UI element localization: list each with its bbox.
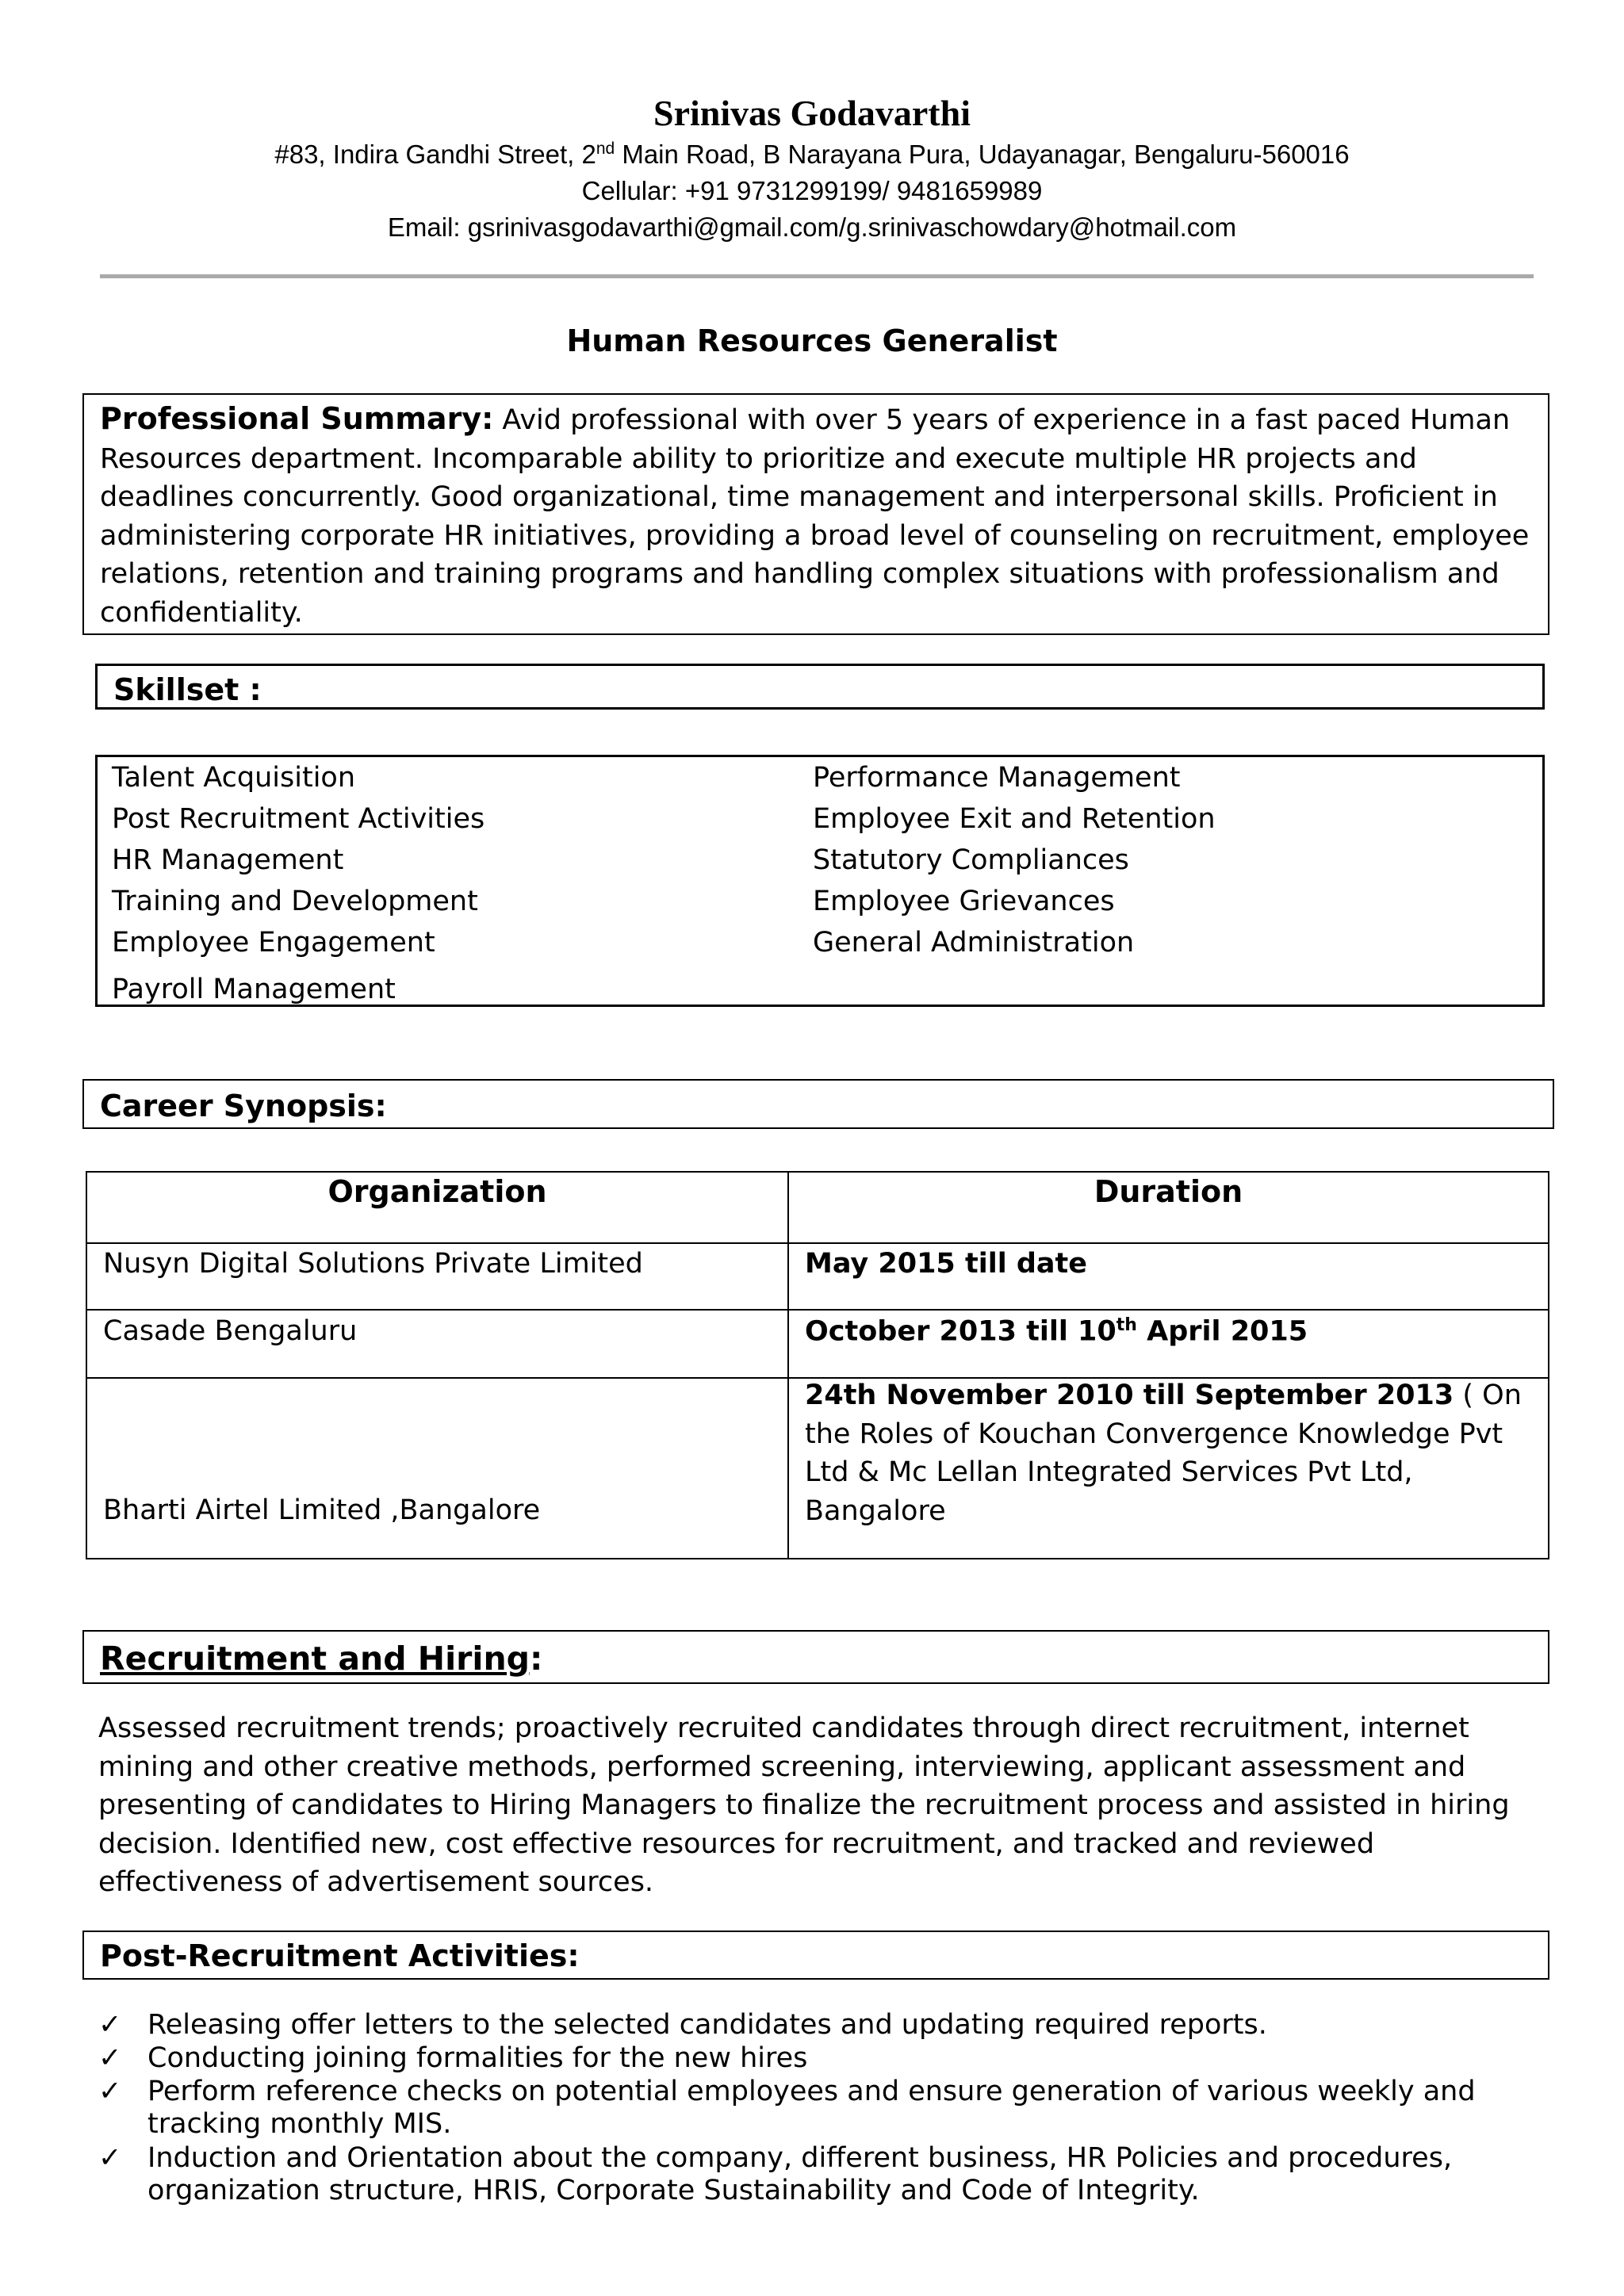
- duration-text: April 2015: [1136, 1315, 1308, 1348]
- paragraph-line: decision. Identified new, cost effective resources for recruitment, and tracked and reviewed: [98, 1827, 1375, 1860]
- post-recruitment-heading: Post-Recruitment Activities:: [82, 1931, 1549, 1980]
- summary-line: administering corporate HR initiatives, providing a broad level of counseling on recruitment, employee: [100, 519, 1530, 552]
- recruitment-heading-text: Recruitment and Hiring: [100, 1640, 530, 1678]
- table-cell-org: Nusyn Digital Solutions Private Limited: [103, 1248, 643, 1280]
- table-cell-duration: [805, 1376, 1522, 1530]
- career-table: [86, 1171, 1549, 1559]
- list-item-text: [147, 2076, 1543, 2141]
- summary-text: [100, 400, 1532, 632]
- list-item-text: [147, 2142, 1543, 2207]
- professional-summary-box: [82, 393, 1549, 635]
- skill-item: Performance Management: [813, 762, 1181, 794]
- recruitment-heading: [82, 1630, 1549, 1684]
- skill-item: HR Management: [112, 844, 344, 876]
- duration-text: Bangalore: [805, 1494, 946, 1527]
- recruitment-paragraph: [98, 1709, 1526, 1902]
- table-divider: [87, 1309, 1548, 1311]
- paragraph-line: Assessed recruitment trends; proactively recruited candidates through direct recruitment, internet: [98, 1712, 1469, 1744]
- paragraph-line: effectiveness of advertisement sources.: [98, 1866, 654, 1898]
- table-cell-org: Casade Bengaluru: [103, 1315, 358, 1347]
- job-title: Human Resources Generalist: [566, 323, 1058, 358]
- list-item-line: tracking monthly MIS.: [147, 2108, 452, 2140]
- skillset-box: [95, 755, 1545, 1007]
- skill-item: Post Recruitment Activities: [112, 803, 485, 835]
- list-item-line: organization structure, HRIS, Corporate Sustainability and Code of Integrity.: [147, 2175, 1200, 2206]
- duration-text: Ltd & Mc Lellan Integrated Services Pvt Ltd,: [805, 1456, 1413, 1488]
- column-header-organization: Organization: [327, 1174, 547, 1209]
- list-item-text: Releasing offer letters to the selected candidates and updating required reports.: [147, 2009, 1267, 2041]
- list-item: [98, 2142, 1542, 2209]
- address-text-1: #83, Indira Gandhi Street, 2: [274, 140, 596, 169]
- list-item: [98, 2076, 1542, 2142]
- check-icon: ✓: [98, 2076, 122, 2107]
- table-cell-duration: [805, 1315, 1308, 1348]
- candidate-name: Srinivas Godavarthi: [653, 93, 971, 133]
- check-icon: ✓: [98, 2009, 122, 2041]
- recruitment-heading-colon: :: [530, 1640, 543, 1678]
- list-item: [98, 2042, 1542, 2076]
- summary-line: relations, retention and training programs and handling complex situations with professionalism and: [100, 558, 1500, 590]
- table-divider: [787, 1173, 789, 1558]
- list-item-line: Perform reference checks on potential employees and ensure generation of various weekly and: [147, 2076, 1476, 2107]
- check-icon: ✓: [98, 2042, 122, 2074]
- check-icon: ✓: [98, 2142, 122, 2174]
- email-line: Email: gsrinivasgodavarthi@gmail.com/g.srinivaschowdary@hotmail.com: [387, 212, 1237, 242]
- skill-item: Payroll Management: [112, 974, 396, 1005]
- summary-line: Avid professional with over 5 years of experience in a fast paced Human: [493, 404, 1511, 436]
- summary-line: Resources department. Incomparable ability to prioritize and execute multiple HR projects and: [100, 442, 1417, 475]
- column-header-duration: Duration: [1094, 1174, 1243, 1209]
- paragraph-line: mining and other creative methods, performed screening, interviewing, applicant assessment and: [98, 1751, 1466, 1783]
- skill-item: Training and Development: [112, 886, 478, 917]
- skillset-heading: Skillset :: [95, 664, 1545, 710]
- duration-text: the Roles of Kouchan Convergence Knowledge Pvt: [805, 1418, 1503, 1450]
- duration-text: October 2013 till 10: [805, 1315, 1116, 1348]
- skill-item: Employee Grievances: [813, 886, 1115, 917]
- duration-text: 24th November 2010 till September 2013: [805, 1380, 1454, 1411]
- paragraph-line: presenting of candidates to Hiring Managers to finalize the recruitment process and assisted in hiring: [98, 1789, 1510, 1821]
- skill-item: Employee Exit and Retention: [813, 803, 1216, 835]
- table-cell-org: Bharti Airtel Limited ,Bangalore: [103, 1494, 541, 1526]
- list-item-text: Conducting joining formalities for the new hires: [147, 2042, 808, 2074]
- career-synopsis-heading: Career Synopsis:: [82, 1079, 1554, 1129]
- cellular-line: Cellular: +91 9731299199/ 9481659989: [581, 176, 1043, 205]
- duration-text: ( On: [1454, 1380, 1522, 1411]
- list-item: [98, 2009, 1542, 2042]
- summary-label: Professional Summary:: [100, 401, 494, 436]
- skill-item: Statutory Compliances: [813, 844, 1129, 876]
- address-line: [0, 140, 1624, 170]
- header-divider: [100, 274, 1534, 278]
- skill-item: General Administration: [813, 927, 1135, 959]
- list-item-line: Induction and Orientation about the company, different business, HR Policies and procedures,: [147, 2142, 1453, 2174]
- address-superscript: nd: [596, 140, 615, 158]
- duration-superscript: th: [1116, 1315, 1137, 1335]
- summary-line: deadlines concurrently. Good organizational, time management and interpersonal skills. Proficient in: [100, 481, 1498, 513]
- skill-item: Talent Acquisition: [112, 762, 356, 794]
- address-text-2: Main Road, B Narayana Pura, Udayanagar, Bengaluru-560016: [615, 140, 1350, 169]
- table-cell-duration: May 2015 till date: [805, 1248, 1088, 1280]
- table-divider: [87, 1242, 1548, 1244]
- summary-line: confidentiality.: [100, 596, 303, 629]
- skill-item: Employee Engagement: [112, 927, 435, 959]
